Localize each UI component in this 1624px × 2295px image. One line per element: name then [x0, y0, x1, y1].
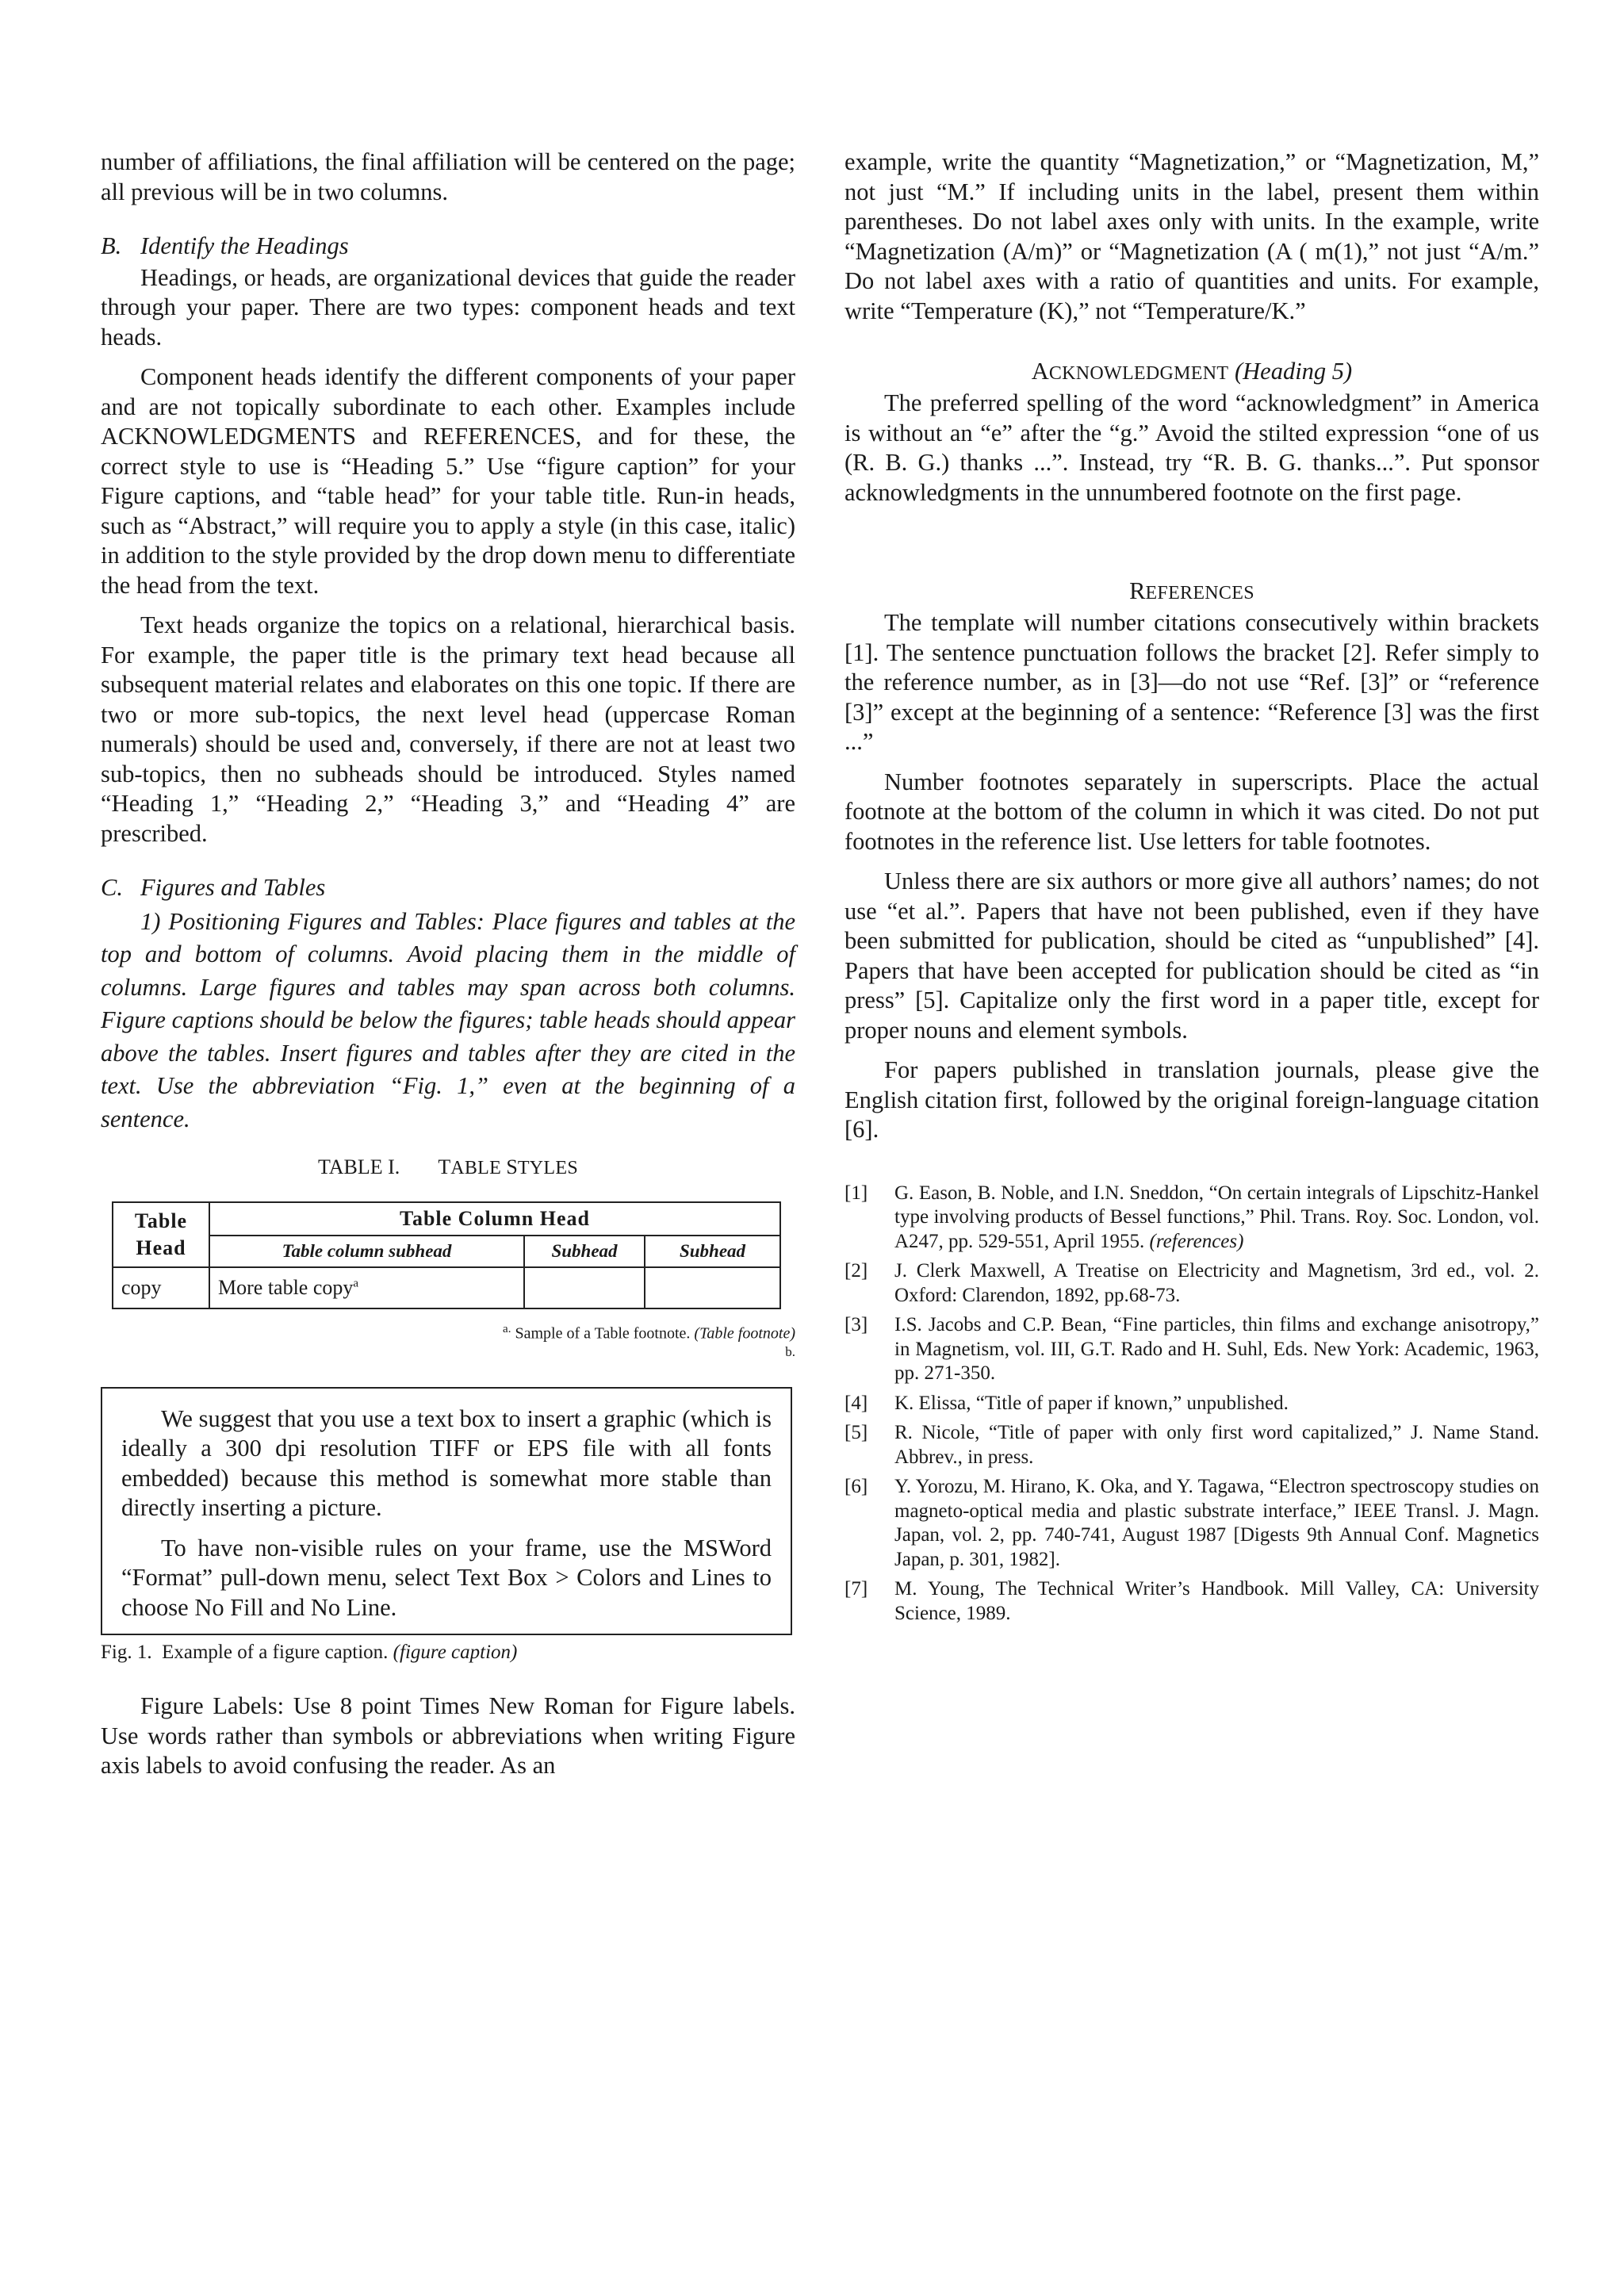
reference-style-note: (references) — [1149, 1230, 1244, 1252]
textbox-paragraph: To have non-visible rules on your frame, use the MSWord “Format” pull-down menu, select Text Box > Colors and Lines to choose No Fill and No Line. — [121, 1534, 772, 1621]
paragraph-positioning-figures: 1) Positioning Figures and Tables: Place figures and tables at the top and bottom of columns. Avoid placing them in the middle of columns. Large figures and tables may span across both columns. Figure captions should be below the figures; table heads should appear above the tables. Insert figures and tables after they are cited in the text. Use the abbreviation “Fig. 1,” even at the beginning of a sentence. — [101, 907, 795, 1132]
reference-number: [7] — [845, 1578, 868, 1600]
heading-references — [845, 576, 1539, 608]
table-cell — [645, 1267, 780, 1308]
table-cell — [209, 1267, 524, 1308]
textbox-paragraph: We suggest that you use a text box to insert a graphic (which is ideally a 300 dpi resolution TIFF or EPS file with all fonts embedded) because this method is somewhat more stable than directly inserting a picture. — [121, 1404, 772, 1522]
heading-smallcaps: EFERENCES — [1145, 583, 1254, 603]
table-title-letter: T — [438, 1155, 451, 1178]
table-subhead: Subhead — [645, 1236, 780, 1267]
table-title-letter: S — [506, 1155, 518, 1178]
figure-text-box — [101, 1387, 792, 1636]
paragraph-acknowledgment: The preferred spelling of the word “acknowledgment” in America is without an “e” after the “g.” Avoid the stilted expression “one of us (R. B. G.) thanks ...”. Instead, try “R. B. G. thanks...”. Put sponsor acknowledgments in the unnumbered footnote on the first page. — [845, 389, 1539, 506]
figure-caption — [101, 1640, 795, 1665]
table-footnote — [101, 1319, 795, 1344]
reference-item — [845, 1475, 1539, 1572]
reference-text: K. Elissa, “Title of paper if known,” unpublished. — [894, 1392, 1289, 1414]
heading-style-note: (Heading 5) — [1234, 358, 1353, 385]
heading-identify-headings — [101, 232, 795, 262]
styles-table — [112, 1201, 781, 1309]
paragraph-footnotes: Number footnotes separately in superscripts. Place the actual footnote at the bottom of the column in which it was cited. Do not put footnotes in the reference list. Use letters for table footnotes. — [845, 768, 1539, 855]
table-footnote-style: (Table footnote) — [694, 1324, 795, 1343]
paragraph-component-heads: Component heads identify the different components of your paper and are not topically subordinate to each other. Examples include ACKNOWLEDGMENTS and REFERENCES, and for these, the correct style to use is “Heading 5.” Use “figure caption” for your Figure captions, and “table head” for your table title. Run-in heads, such as “Abstract,” will require you to apply a style (in this case, italic) in addition to the style provided by the drop down menu to differentiate the head from the text. — [101, 363, 795, 599]
paragraph-translation: For papers published in translation journals, please give the English citation first, followed by the original foreign-language citation [6]. — [845, 1056, 1539, 1143]
reference-number: [5] — [845, 1422, 868, 1443]
reference-item — [845, 1421, 1539, 1469]
table-cell-text: More table copy — [218, 1276, 354, 1299]
right-column — [845, 148, 1539, 1626]
heading-acknowledgment — [845, 356, 1539, 389]
heading-smallcaps: CKNOWLEDGMENT — [1048, 363, 1229, 384]
reference-number: [6] — [845, 1476, 868, 1497]
reference-item — [845, 1313, 1539, 1386]
table-footnote-b: b. — [785, 1343, 795, 1359]
table-subhead: Subhead — [524, 1236, 645, 1267]
figure-caption-style: (figure caption) — [393, 1642, 518, 1664]
heading-figures-tables — [101, 873, 795, 903]
paragraph-axis-labels: example, write the quantity “Magnetization,” or “Magnetization, M,” not just “M.” If including units in the label, present them within parentheses. Do not label axes only with units. In the example, write “Magnetization (A/m)” or “Magnetization (A ( m(1),” not just “A/m.” Do not label axes with a ratio of quantities and units. For example, write “Temperature (K),” not “Temperature/K.” — [845, 148, 1539, 324]
heading-letter: A — [1031, 358, 1049, 385]
reference-number: [4] — [845, 1392, 868, 1414]
heading-letter: B. — [101, 232, 122, 259]
table-number: TABLE I. — [317, 1155, 400, 1178]
reference-text: J. Clerk Maxwell, A Treatise on Electricity and Magnetism, 3rd ed., vol. 2. Oxford: Clarendon, 1892, pp.68-73. — [894, 1260, 1539, 1306]
reference-text: I.S. Jacobs and C.P. Bean, “Fine particles, thin films and exchange anisotropy,” in Magnetism, vol. III, G.T. Rado and H. Suhl, Eds. New York: Academic, 1963, pp. 271-350. — [894, 1314, 1539, 1384]
heading-text: Figures and Tables — [140, 874, 326, 901]
figure-caption-text: Example of a figure caption. — [162, 1642, 389, 1664]
reference-item — [845, 1577, 1539, 1626]
table-column-head: Table Column Head — [209, 1202, 780, 1236]
table-title-smallcaps: ABLE — [450, 1158, 507, 1178]
reference-text: G. Eason, B. Noble, and I.N. Sneddon, “On certain integrals of Lipschitz-Hankel type involving products of Bessel functions,” Phil. Trans. Roy. Soc. London, vol. A247, pp. 529-551, April 1955. — [894, 1182, 1539, 1252]
reference-text-wrap — [894, 1182, 1539, 1255]
paragraph-authors: Unless there are six authors or more give all authors’ names; do not use “et al.”. Papers that have not been published, even if they have been submitted for publication, should be cited as “unpublished” [4]. Papers that have been accepted for publication should be cited as “in press” [5]. Capitalize only the first word in a paper title, except for proper nouns and element symbols. — [845, 868, 1539, 1044]
table-footnote-mark: a. — [503, 1323, 511, 1335]
paragraph-figure-labels: Figure Labels: Use 8 point Times New Roman for Figure labels. Use words rather than symbols or abbreviations when writing Figure axis labels to avoid confusing the reader. As an — [101, 1692, 795, 1780]
table-title-smallcaps: TYLES — [517, 1158, 579, 1178]
reference-item — [845, 1182, 1539, 1255]
paragraph-affiliations: number of affiliations, the final affiliation will be centered on the page; all previous will be in two columns. — [101, 148, 795, 205]
table-cell — [524, 1267, 645, 1308]
table-footnote-text: Sample of a Table footnote. — [515, 1324, 691, 1343]
table-head-cell: Table Head — [113, 1202, 209, 1267]
heading-letter: C. — [101, 874, 123, 901]
table-footnote-ref: a — [353, 1277, 359, 1290]
paragraph-headings-intro: Headings, or heads, are organizational devices that guide the reader through your paper. There are two types: component heads and text heads. — [101, 263, 795, 351]
reference-list — [845, 1182, 1539, 1626]
table-subhead: Table column subhead — [209, 1236, 524, 1267]
reference-text: R. Nicole, “Title of paper with only first word capitalized,” J. Name Stand. Abbrev., in press. — [894, 1422, 1539, 1468]
reference-item — [845, 1392, 1539, 1416]
table-title — [101, 1155, 795, 1181]
reference-item — [845, 1259, 1539, 1308]
figure-caption-label: Fig. 1. — [101, 1642, 152, 1664]
reference-number: [1] — [845, 1182, 868, 1204]
table-cell: copy — [113, 1267, 209, 1308]
reference-number: [2] — [845, 1260, 868, 1282]
left-column — [101, 148, 795, 1781]
reference-number: [3] — [845, 1314, 868, 1335]
reference-text: Y. Yorozu, M. Hirano, K. Oka, and Y. Tagawa, “Electron spectroscopy studies on magneto-optical media and plastic substrate interface,” IEEE Transl. J. Magn. Japan, vol. 2, pp. 740-741, August 1987 [Digests 9th Annual Conf. Magnetics Japan, p. 301, 1982]. — [894, 1476, 1539, 1570]
reference-text: M. Young, The Technical Writer’s Handbook. Mill Valley, CA: University Science, 1989. — [894, 1578, 1539, 1624]
heading-text: Identify the Headings — [140, 232, 349, 259]
paragraph-citations: The template will number citations consecutively within brackets [1]. The sentence punctuation follows the bracket [2]. Refer simply to the reference number, as in [3]—do not use “Ref. [3]” or “reference [3]” except at the beginning of a sentence: “Reference [3] was the first ...” — [845, 609, 1539, 755]
heading-letter: R — [1129, 577, 1146, 604]
paragraph-text-heads: Text heads organize the topics on a relational, hierarchical basis. For example, the paper title is the primary text head because all subsequent material relates and elaborates on this one topic. If there are two or more sub-topics, the next level head (uppercase Roman numerals) should be used and, conversely, if there are not at least two sub-topics, then no subheads should be introduced. Styles named “Heading 1,” “Heading 2,” “Heading 3,” and “Heading 4” are prescribed. — [101, 611, 795, 847]
